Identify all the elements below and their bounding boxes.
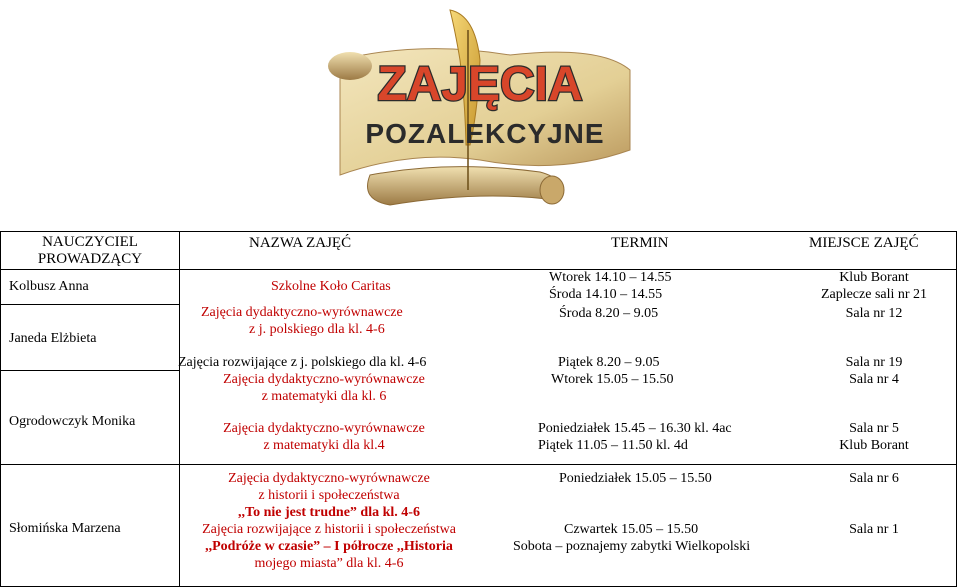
activity-janeda-2: Zajęcia rozwijające z j. polskiego dla kl. 4-6 (178, 355, 427, 370)
place-janeda-2: Sala nr 19 (845, 355, 903, 370)
term-janeda-2: Piątek 8.20 – 9.05 (558, 355, 660, 370)
teacher-ogrodowczyk: Ogrodowczyk Monika (9, 414, 136, 429)
place-ogrodowczyk-1: Sala nr 4 (849, 372, 899, 387)
scroll-roll-bottom (368, 167, 561, 205)
activity-slominska-1: Zajęcia dydaktyczno-wyrównawcze z historii i społeczeństwa ,,To nie jest trudne” dla kl. 4-6 (228, 471, 430, 520)
row-divider (1, 304, 179, 305)
activity-ogrodowczyk-2: Zajęcia dydaktyczno-wyrównawcze z matematyki dla kl.4 (223, 421, 425, 453)
place-slominska-1: Sala nr 6 (849, 471, 899, 486)
place-janeda-1: Sala nr 12 (845, 306, 903, 321)
header-teacher: NAUCZYCIEL PROWADZĄCY (37, 234, 143, 267)
activity-ogrodowczyk-1: Zajęcia dydaktyczno-wyrównawcze z matematyki dla kl. 6 (223, 372, 425, 404)
activity-slominska-2: Zajęcia rozwijające z historii i społeczeństwa ,,Podróże w czasie” – I półrocze ,,Historia mojego miasta” dla kl. 4-6 (202, 522, 456, 571)
header-name: NAZWA ZAJĘĆ (249, 235, 352, 251)
term-slominska-1: Poniedziałek 15.05 – 15.50 (559, 471, 712, 486)
scroll-illustration (300, 0, 660, 230)
activity-caritas: Szkolne Koło Caritas (271, 279, 391, 294)
schedule-table (0, 231, 957, 587)
place-slominska-2: Sala nr 1 (849, 522, 899, 537)
banner-title-line2: POZALEKCYJNE (365, 118, 605, 149)
teacher-janeda: Janeda Elżbieta (9, 331, 97, 346)
banner (0, 0, 959, 230)
term-slominska-2: Czwartek 15.05 – 15.50 Sobota – poznajemy zabytki Wielkopolski (513, 522, 751, 554)
teacher-kolbusz: Kolbusz Anna (9, 279, 89, 294)
header-place: MIEJSCE ZAJĘĆ (809, 235, 919, 251)
term-janeda-1: Środa 8.20 – 9.05 (559, 306, 659, 321)
term-ogrodowczyk-1: Wtorek 15.05 – 15.50 (551, 372, 674, 387)
row-divider (1, 464, 956, 465)
activity-janeda-1: Zajęcia dydaktyczno-wyrównawcze z j. polskiego dla kl. 4-6 (201, 305, 403, 337)
header-term: TERMIN (611, 235, 669, 251)
term-caritas: Wtorek 14.10 – 14.55 Środa 14.10 – 14.55 (549, 270, 672, 302)
banner-title-line1: ZAJĘCIA (377, 58, 583, 111)
place-caritas: Klub Borant Zaplecze sali nr 21 (820, 270, 928, 302)
scroll-roll-end (540, 176, 564, 204)
term-ogrodowczyk-2: Poniedziałek 15.45 – 16.30 kl. 4ac Piątek 11.05 – 11.50 kl. 4d (538, 421, 732, 453)
teacher-slominska: Słomińska Marzena (9, 521, 121, 536)
place-ogrodowczyk-2: Sala nr 5 Klub Borant (839, 421, 909, 453)
scroll-curl-top (328, 52, 372, 80)
row-divider (1, 370, 179, 371)
